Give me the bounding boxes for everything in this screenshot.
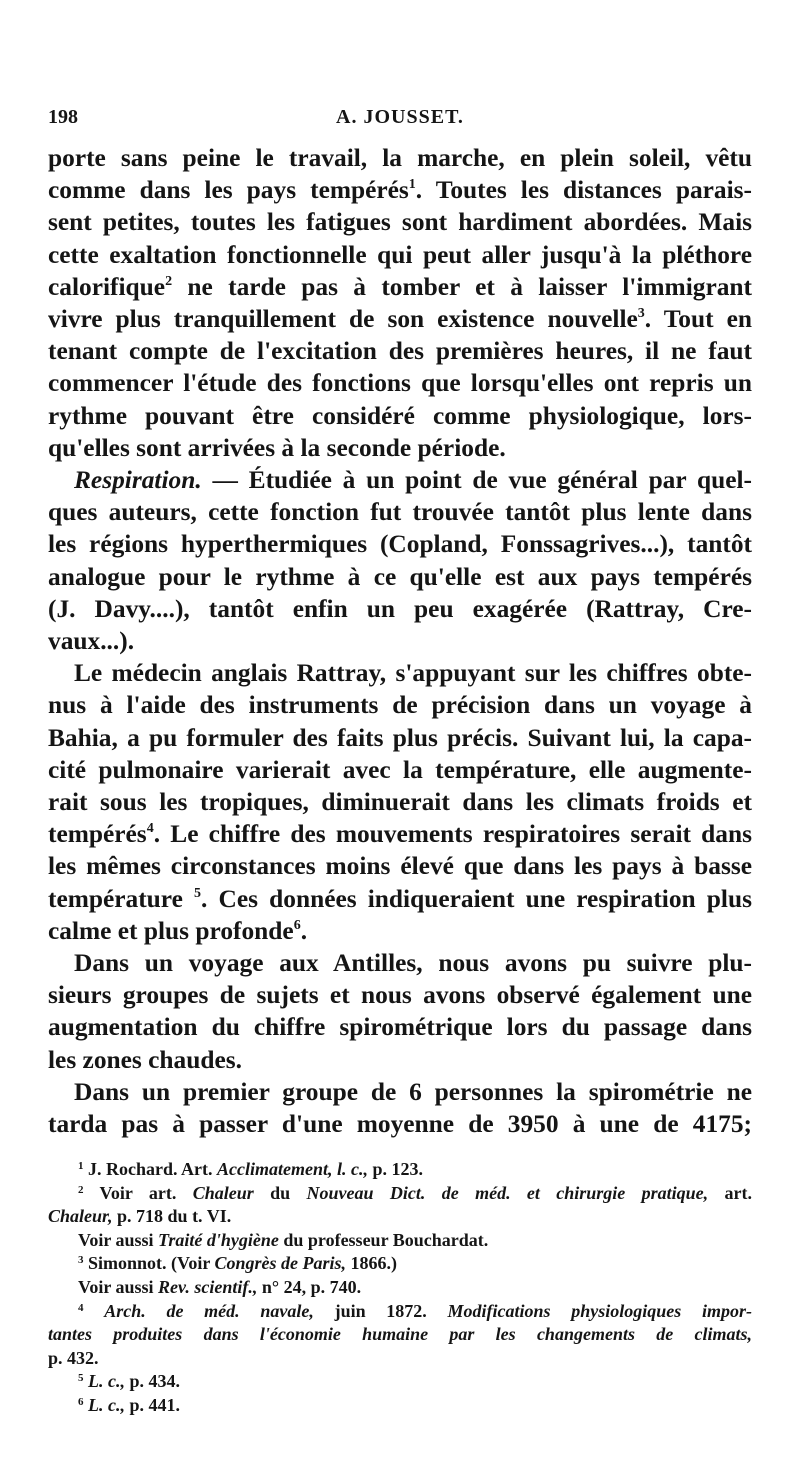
text-line: commencer l'étude des fonctions que lorsqu'elles ont repris un	[48, 369, 752, 398]
footnote-ref: 2	[165, 273, 173, 289]
text-line: les régions hyperthermiques (Copland, Fonssagrives...), tantôt	[48, 530, 752, 559]
text-line: rait sous les tropiques, diminuerait dans les climats froids et	[48, 788, 752, 817]
text-line: cité pulmonaire varierait avec la température, elle augmente-	[48, 755, 752, 784]
text-line: ques auteurs, cette fonction fut trouvée tantôt plus lente dans	[48, 498, 752, 527]
text-line: sent petites, toutes les fatigues sont hardiment abordées. Mais	[48, 208, 752, 237]
text-line: Dans un voyage aux Antilles, nous avons pu suivre plu-	[74, 949, 752, 978]
text-line: augmentation du chiffre spirométrique lors du passage dans	[48, 1013, 752, 1042]
section-heading: Respiration.	[74, 466, 202, 495]
text-line: vaux...).	[48, 627, 135, 656]
text-line: Le médecin anglais Rattray, s'appuyant sur les chiffres obte-	[74, 659, 752, 688]
footnote-ref: 6	[293, 917, 301, 933]
footnote-3-cont: Voir aussi Rev. scientif., n° 24, p. 740.	[78, 1276, 362, 1297]
body-text	[48, 142, 752, 1140]
text-line: analogue pour le rythme à ce qu'elle est aux pays tempérés	[48, 562, 752, 591]
text-line: les mêmes circonstances moins élevé que dans les pays à basse	[48, 852, 752, 881]
footnote-ref: 1	[408, 177, 416, 193]
text-line: porte sans peine le travail, la marche, en plein soleil, vêtu	[48, 144, 752, 172]
footnote-4: $^4$ Arch. de méd. navale, juin 1872. Modifications physiologiques impor-	[78, 1300, 752, 1321]
footnote-2-cont: Voir aussi Traité d'hygiène du professeur Bouchardat.	[78, 1229, 489, 1250]
footnotes	[48, 1158, 752, 1418]
footnote-6: $^6$ L. c., p. 441.	[78, 1394, 180, 1415]
text-line: tempérés$^4$. Le chiffre des mouvements respiratoires serait dans	[48, 820, 752, 849]
text-line: (J. Davy....), tantôt enfin un peu exagérée (Rattray, Cre-	[48, 594, 752, 623]
text-line: vivre plus tranquillement de son existence nouvelle$^3$. Tout en	[48, 305, 752, 334]
text-line: Dans un premier groupe de 6 personnes la spirométrie ne	[74, 1077, 752, 1106]
text-line: tenant compte de l'excitation des premières heures, il ne faut	[48, 337, 752, 366]
text-line: comme dans les pays tempérés$^1$. Toutes les distances parais-	[48, 176, 752, 205]
text-line: nus à l'aide des instruments de précision dans un voyage à	[48, 691, 752, 720]
footnote-2: $^2$ Voir art. Chaleur du Nouveau Dict. de méd. et chirurgie pratique, art.	[78, 1182, 752, 1203]
footnote-3: $^3$ Simonnot. (Voir Congrès de Paris, 1866.)	[78, 1253, 398, 1274]
text-line: rythme pouvant être considéré comme physiologique, lors-	[48, 401, 752, 430]
text-line: cette exaltation fonctionnelle qui peut aller jusqu'à la pléthore	[48, 240, 752, 269]
text-line: température $^5$. Ces données indiqueraient une respiration plus	[48, 884, 752, 913]
footnote-5: $^5$ L. c., p. 434.	[78, 1371, 180, 1392]
footnote-4-cont: tantes produites dans l'économie humaine par les changements de climats,	[48, 1324, 752, 1345]
running-head: A. JOUSSET.	[336, 106, 464, 128]
text-line: qu'elles sont arrivées à la seconde période.	[48, 433, 506, 462]
text-line: Bahia, a pu formuler des faits plus précis. Suivant lui, la capa-	[48, 723, 752, 752]
footnote-2-cont: Chaleur, p. 718 du t. VI.	[48, 1206, 232, 1227]
text-line: Respiration. — Étudiée à un point de vue général par quel-	[74, 466, 752, 495]
text-line: calorifique$^2$ ne tarde pas à tomber et à laisser l'immigrant	[48, 272, 752, 301]
footnote-ref: 5	[194, 885, 202, 901]
text-line: tarda pas à passer d'une moyenne de 3950 à une de 4175;	[48, 1110, 752, 1139]
footnote-4-cont: p. 432.	[48, 1347, 99, 1368]
footnote-ref: 3	[637, 306, 645, 322]
text-line: les zones chaudes.	[48, 1045, 242, 1074]
text-line: sieurs groupes de sujets et nous avons observé également une	[48, 981, 752, 1010]
footnote-1: $^1$ J. Rochard. Art. Acclimatement, l. c., p. 123.	[78, 1159, 423, 1179]
footnote-ref: 4	[146, 821, 154, 837]
page-number: 198	[48, 106, 78, 128]
page-header	[48, 106, 752, 134]
text-line: calme et plus profonde$^6$.	[48, 916, 308, 945]
